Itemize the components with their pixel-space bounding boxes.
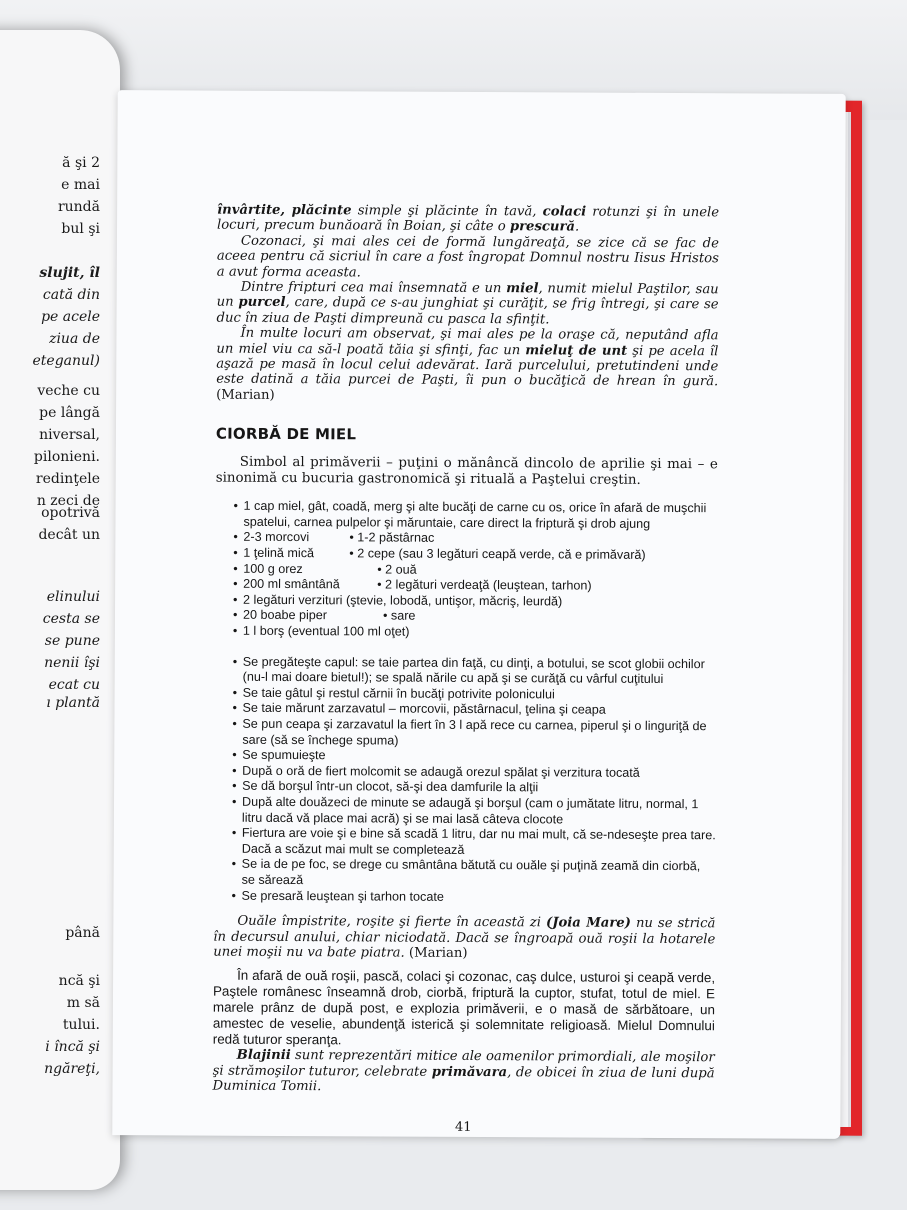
page-number: 41 xyxy=(454,1119,472,1135)
right-page xyxy=(112,90,845,1139)
list-item: • Se dă borşul într-un clocot, să-şi dea damfurile la alţii xyxy=(232,779,716,797)
list-item: • 2-3 morcovi • 1-2 păstârnac xyxy=(233,530,717,548)
list-item: • Se pun ceapa şi zarzavatul la fiert în 3 l apă rece cu carnea, piperul şi o linguriţă de sare (să se închege spuma) xyxy=(232,717,716,751)
page-content xyxy=(212,203,719,1136)
source-citation: (Marian) xyxy=(408,945,468,961)
list-item: • 1 cap miel, gât, coadă, merg şi alte bucăţi de carne cu os, orice în afară de muşchii spatelui, carnea pulpelor şi măruntaie, care direct la friptură şi drob ajung xyxy=(233,499,717,533)
paragraph-closing: În afară de ouă roşii, pască, colaci şi cozonac, caş dulce, usturoi şi ceapă verde, Paştele românesc înseamnă drob, ciorbă, friptură la cuptor, stufat, totul de miel. E marele prânz de după post, e explozia primăverii, e o masă de sărbătoare, un amestec de veselie, abundenţă isterică şi solemnitate religioasă. Mielul Domnului redă tuturor speranţa. xyxy=(212,968,716,1048)
paragraph-fripturi: Dintre fripturi cea mai însemnată e un miel, numit mielul Paştilor, sau un purcel, care, după ce s-au junghiat şi curăţit, se frig întregi, şi care se duc în ziua de Paşti dimpreună cu pasca la sfinţit. xyxy=(216,279,719,328)
paragraph-eggs: Ouăle împistrite, roşite şi fierte în această zi (Joia Mare) nu se strică în decursul anului, chiar niciodată. Dacă se îngroapă ouă roşii la hotarele unei moşii nu va bate piatra. (Marian) xyxy=(213,913,716,961)
list-item: • 20 boabe piper • sare xyxy=(233,608,717,626)
left-page-text: ă şi 2 e mai rundă bul şi xyxy=(57,155,100,237)
ingredient-list xyxy=(215,499,718,642)
list-item: • După alte douăzeci de minute se adaugă şi borşul (cam o jumătate litru, normal, 1 litru dacă vă place mai acră) şi se mai lasă câteva clocote xyxy=(232,795,716,829)
list-item: • Se ia de pe foc, se drege cu smântâna bătută cu ouăle şi puţină zeamă din ciorbă, se sărează xyxy=(232,857,716,891)
recipe-title: CIORBĂ DE MIEL xyxy=(215,424,357,444)
list-item: • 100 g orez • 2 ouă xyxy=(233,561,717,579)
list-item: • Se presară leuştean şi tarhon tocate xyxy=(231,888,715,906)
paragraph-cozonaci: Cozonaci, şi mai ales cei de formă lungăreaţă, se zice că se fac de aceea pentru că sicriul în care a fost îngropat Domnul nostru Iisus Hristos a avut forma aceasta. xyxy=(216,233,719,281)
paragraph-blajinii: Blajinii sunt reprezentări mitice ale oamenilor primordiali, ale moşilor şi strămoşilor tuturor, celebrate primăvara, de obicei în ziua de luni după Duminica Tomii. xyxy=(212,1048,715,1095)
source-citation: (Marian) xyxy=(216,387,275,403)
list-item: • 200 ml smântână • 2 legături verdeaţă (leuştean, tarhon) xyxy=(233,577,717,595)
list-item: • Se taie mărunt zarzavatul – morcovii, păstârnacul, ţelina şi ceapa xyxy=(232,701,716,719)
list-item: • Se pregăteşte capul: se taie partea din faţă, cu dinţi, a botului, se scot globii ochilor (nu-l mai doare bietul!); se spală nările cu apă şi se curăţă cu vârful cuţitului xyxy=(233,654,717,688)
list-item: • 2 legături verzituri (ştevie, lobodă, untişor, măcriş, leurdă) xyxy=(233,593,717,611)
left-page: ă şi 2 e mai rundă bul şi slujit, îl cată din pe acele ziua de eteganul) veche cu pe lângă niversal, pilonieni. redinţele n zeci de opotrivă decât un elinului cesta se se pune nenii îşi ecat cu ı plantă până ncă şi m să tului. i încă şi ngăreţi, xyxy=(0,30,120,1190)
list-item: • După o oră de fiert molcomit se adaugă orezul spălat şi verzitura tocată xyxy=(232,763,716,781)
list-item: • 1 l borş (eventual 100 ml oţet) xyxy=(233,624,717,642)
list-item: • Se taie gâtul şi restul cărnii în bucăţi potrivite polonicului xyxy=(233,686,717,704)
list-item: • 1 ţelină mică • 2 cepe (sau 3 legături ceapă verde, că e primăvară) xyxy=(233,546,717,564)
paragraph-breads: învârtite, plăcinte simple şi plăcinte în tavă, colaci rotunzi şi în unele locuri, precum bunăoară în Boian, şi câte o prescură. xyxy=(216,202,720,235)
paragraph-mielut: În multe locuri am observat, şi mai ales pe la oraşe că, neputând afla un miel viu ca să-l poată tăia şi sfinţi, fac un mieluţ de unt şi pe acela îl aşază pe masă în locul celui adevărat. Iară purcelului, pretutindeni unde este datină a tăia purcei de Paşti, îi pun o bucăţică de hrean în gură. (Marian) xyxy=(216,325,719,403)
list-item: • Fiertura are voie şi e bine să scadă 1 litru, dar nu mai mult, că se-ndeseşte prea tare. Dacă a scăzut mai mult se completează xyxy=(232,826,716,860)
recipe-intro: Simbol al primăverii – puţini o mănâncă dincolo de aprilie şi mai – e sinonimă cu bucuria gastronomică şi rituală a Paştelui creştin. xyxy=(215,455,718,489)
steps-list xyxy=(213,654,716,906)
list-item: • Se spumuieşte xyxy=(232,748,716,766)
